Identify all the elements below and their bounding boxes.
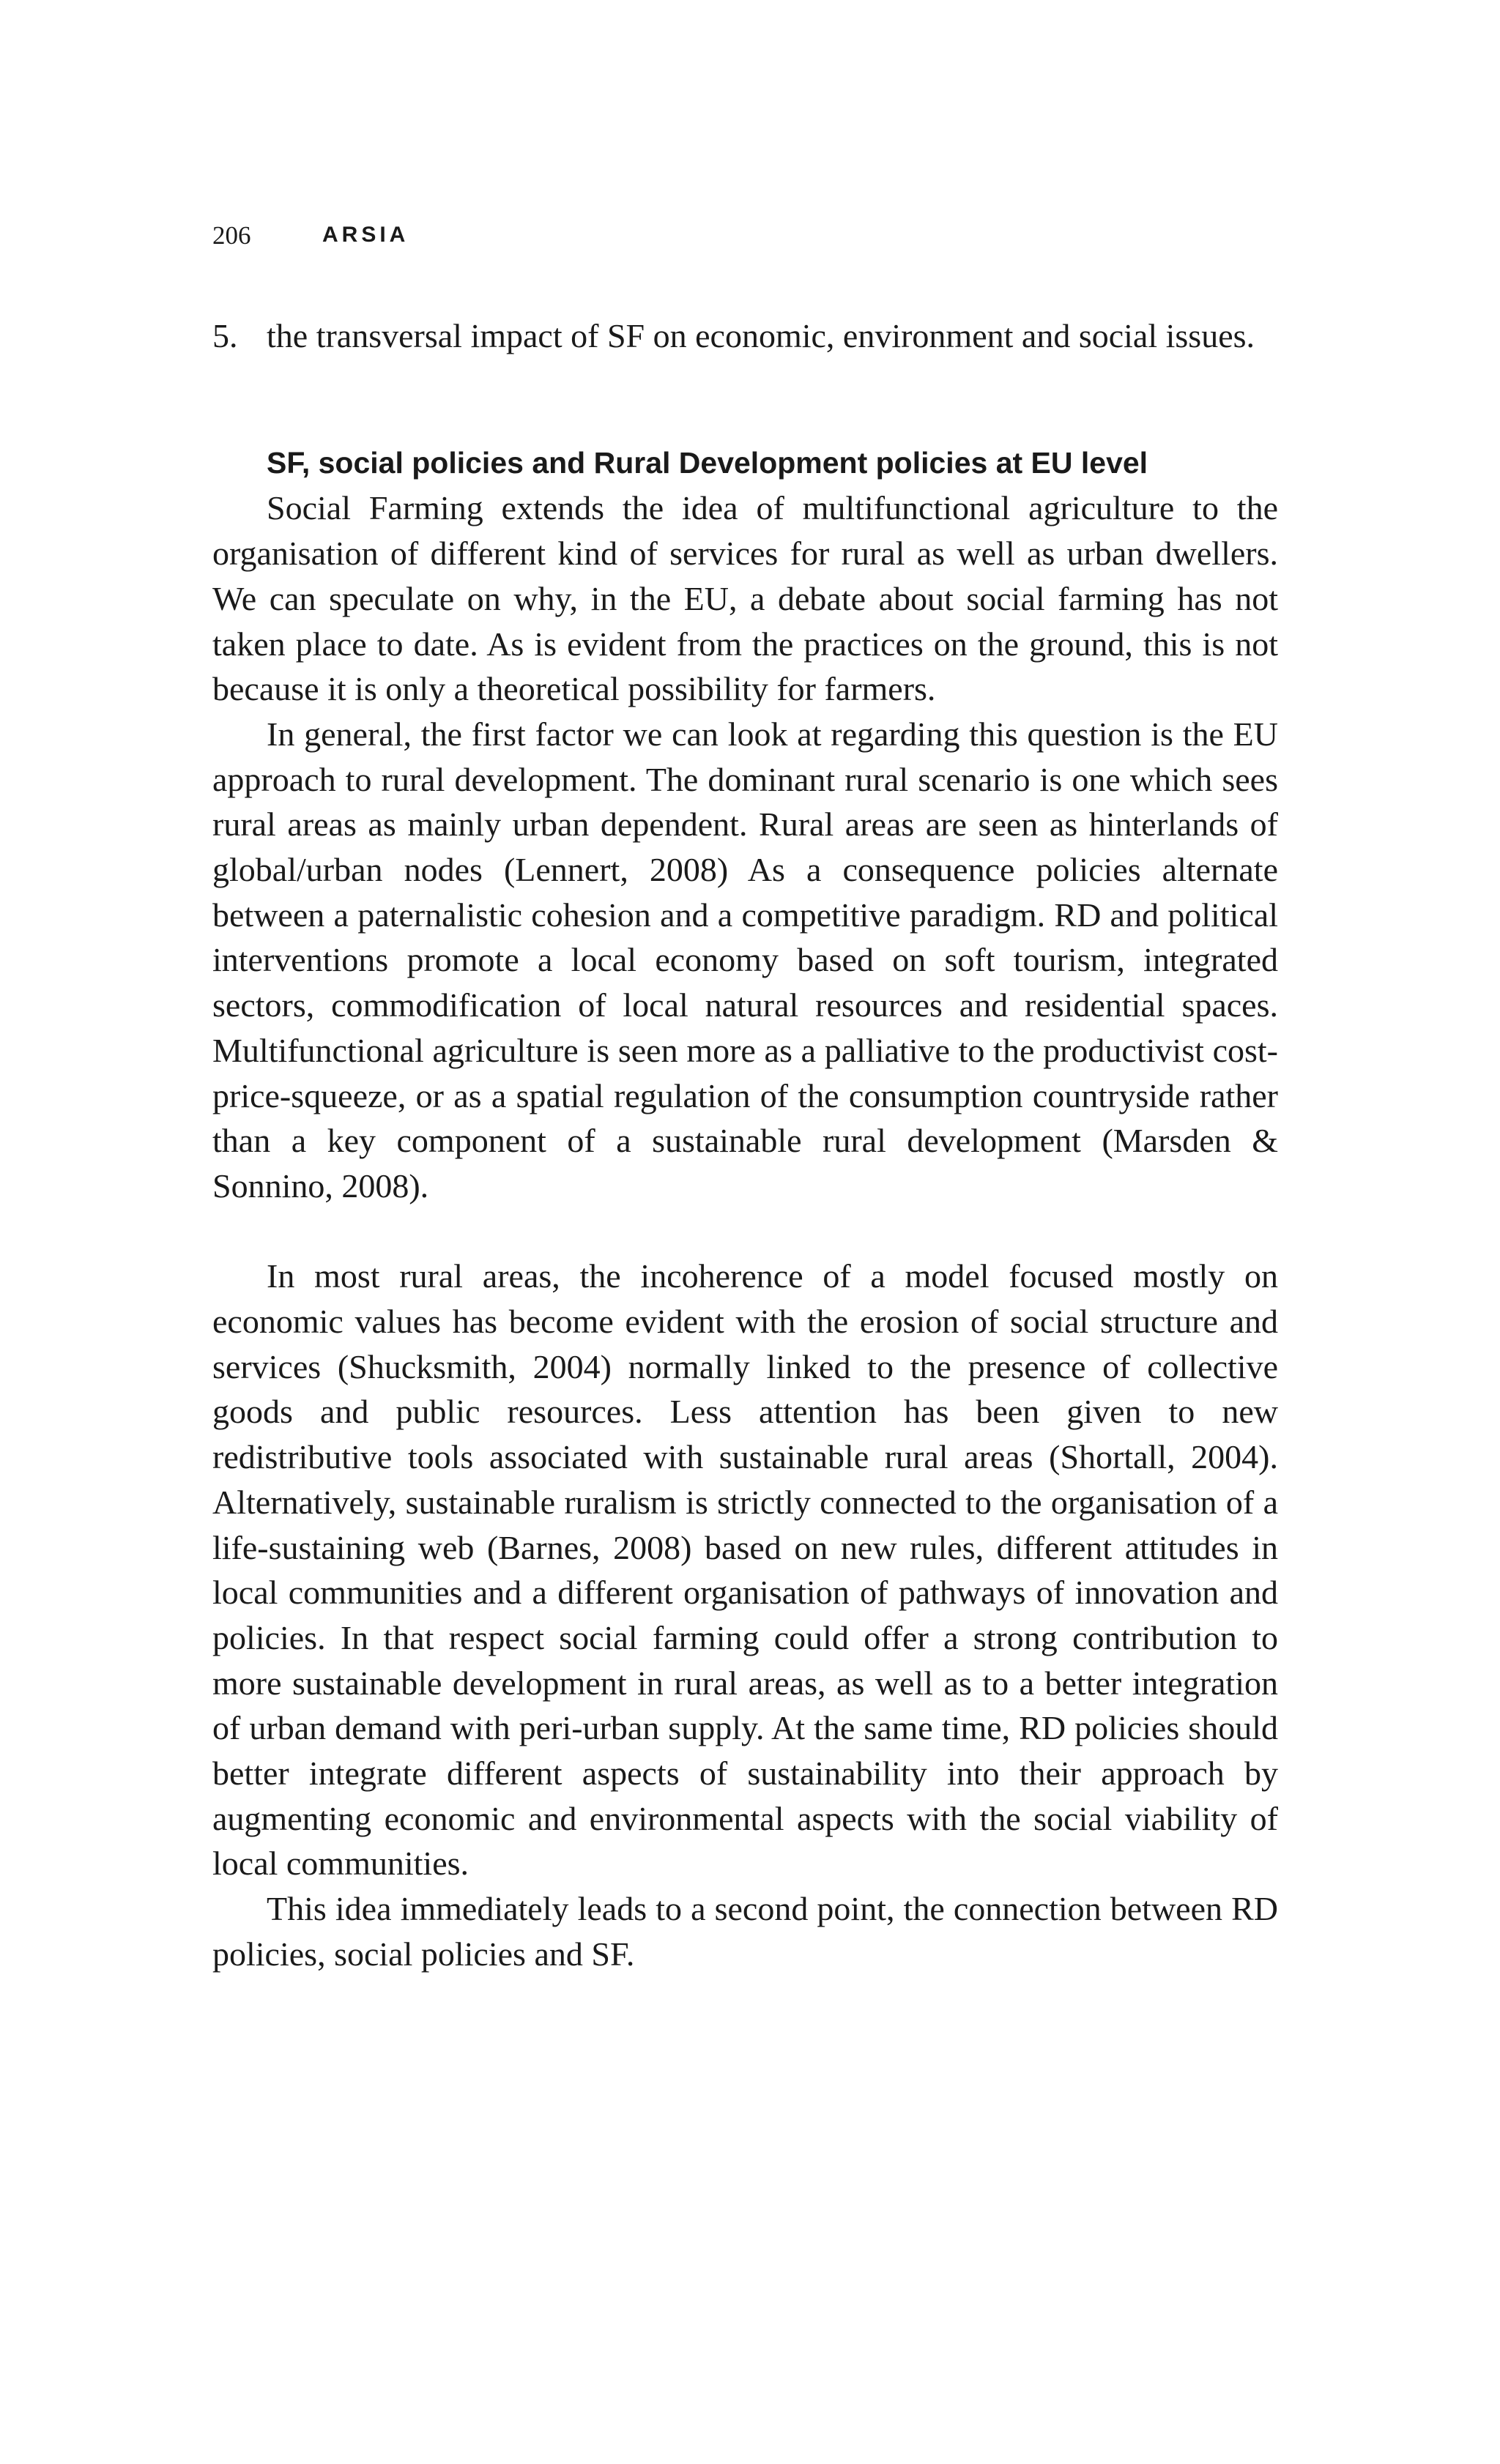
list-item-text: the transversal impact of SF on economic, environment and social issues. xyxy=(267,317,1255,354)
paragraph-4: This idea immediately leads to a second point, the connection between RD policies, social policies and SF. xyxy=(212,1890,1278,1973)
paragraph-3: In most rural areas, the incoherence of a model focused mostly on economic values has become evident with the erosion of social structure and services (Shucksmith, 2004) normally linked to the presence of collective goods and public resources. Less attention has been given to new redistributive tools associated with sustainable rural areas (Shortall, 2004). Alternatively, sustainable ruralism is strictly connected to the organisation of a life-sustaining web (Barnes, 2008) based on new rules, different attitudes in local communities and a different organisation of pathways of innovation and policies. In that respect social farming could offer a strong contribution to more sustainable development in rural areas, as well as to a better integration of urban demand with peri-urban supply. At the same time, RD policies should better integrate different aspects of sustainability into their approach by augmenting economic and environmental aspects with the social viability of local communities. xyxy=(212,1257,1278,1883)
list-item-number: 5. xyxy=(212,317,238,354)
page-header xyxy=(212,221,1282,258)
paragraph-2: In general, the first factor we can look at regarding this question is the EU approach to rural development. The dominant rural scenario is one which sees rural areas as mainly urban dependent. Rural areas are seen as hinterlands of global/urban nodes (Lennert, 2008) As a consequence policies alternate between a paternalistic cohesion and a competitive paradigm. RD and political interventions promote a local economy based on soft tourism, integrated sectors, commodification of local natural resources and residential spaces. Multifunctional agriculture is seen more as a palliative to the productivist cost-price-squeeze, or as a spatial regulation of the consumption countryside rather than a key component of a sustainable rural development (Marsden & Sonnino, 2008). xyxy=(212,715,1278,1205)
list-item xyxy=(212,313,1278,359)
page-body xyxy=(212,313,1278,1977)
section-heading: SF, social policies and Rural Development policies at EU level xyxy=(267,445,1148,480)
paragraph-1: Social Farming extends the idea of multifunctional agriculture to the organisation of different kind of services for rural as well as urban dwellers. We can speculate on why, in the EU, a debate about social farming has not taken place to date. As is evident from the practices on the ground, this is not because it is only a theoretical possibility for farmers. xyxy=(212,489,1278,708)
page-number: 206 xyxy=(212,221,251,250)
running-head: ARSIA xyxy=(322,223,409,247)
